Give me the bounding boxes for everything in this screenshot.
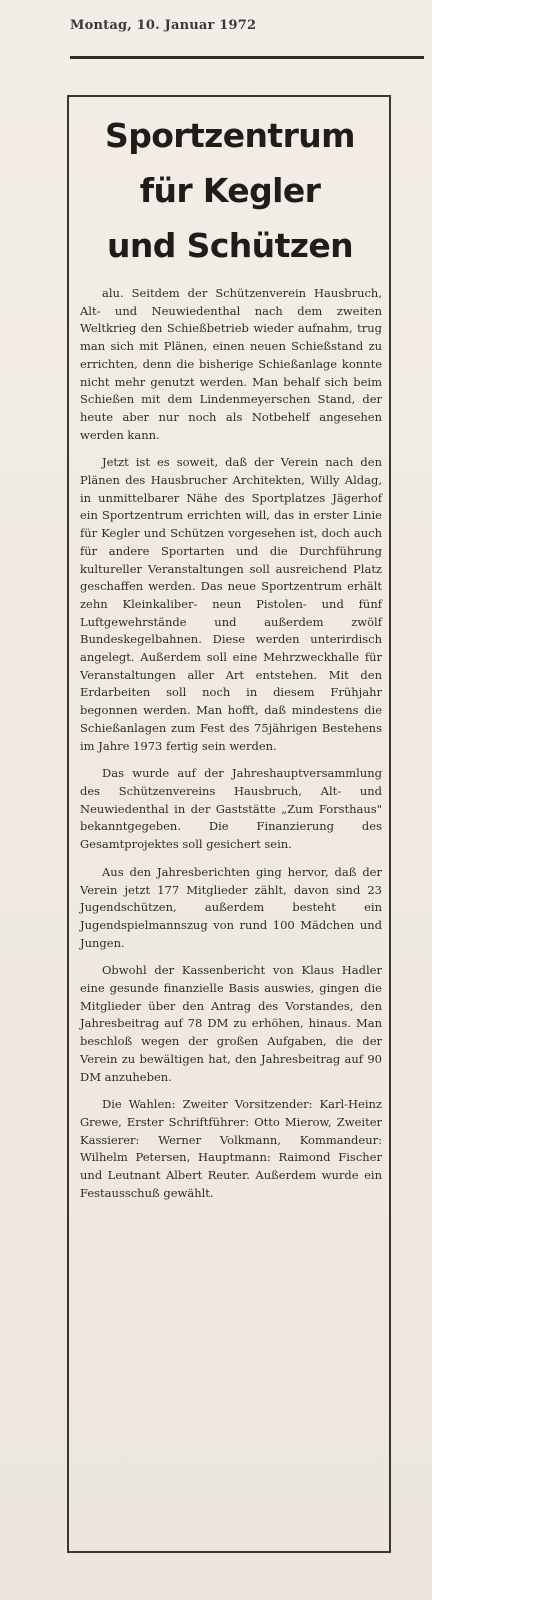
- header-rule: [70, 56, 424, 59]
- headline-line-2: für Kegler: [139, 171, 321, 210]
- paragraph-kassenbericht: Obwohl der Kassenbericht von Klaus Hadler eine gesunde finanzielle Basis auswies, gingen die Mitglieder über den Antrag des Vorstandes, den Jahresbeitrag auf 78 DM zu erhöhen, hinaus. Man beschloß wegen der großen Aufgaben, die der Verein zu bewältigen hat, den Jahresbeitrag auf 90 DM anzuheben.: [80, 963, 382, 1084]
- paragraph-wahlen: Die Wahlen: Zweiter Vorsitzender: Karl-Heinz Grewe, Erster Schriftführer: Otto Mierow, Zweiter Kassierer: Werner Volkmann, Kommandeur: Wilhelm Petersen, Hauptmann: Raimond Fischer und Leutnant Albert Reuter. Außerdem wurde ein Festausschuß gewählt.: [80, 1097, 382, 1200]
- paragraph-jahresberichte: Aus den Jahresberichten ging hervor, daß der Verein jetzt 177 Mitglieder zählt, davon sind 23 Jugendschützen, außerdem besteht ein Jugendspielmannszug von rund 100 Mädchen und Jungen.: [80, 864, 382, 950]
- headline-line-3: und Schützen: [106, 226, 354, 265]
- paragraph-sportzentrum: Jetzt ist es soweit, daß der Verein nach den Plänen des Hausbrucher Architekten, Willy Aldag, in unmittelbarer Nähe des Sportplatzes Jägerhof ein Sportzentrum errichten will, das in erster Linie für Kegler und Schützen vorgesehen ist, doch auch für andere Sportarten und die Durchführung kultureller Veranstaltungen soll ausreichend Platz geschaffen werden. Das neue Sportzentrum erhält zehn Kleinkaliber- neun Pistolen- und fünf Luftgewehrstände und außerdem zwölf Bundeskegelbahnen. Diese werden unterirdisch angelegt. Außerdem soll eine Mehrzweckhalle für Veranstaltungen aller Art entstehen. Mit den Erdarbeiten soll noch in diesem Frühjahr begonnen werden. Man hofft, daß mindestens die Schießanlagen zum Fest des 75jährigen Bestehens im Jahre 1973 fertig sein werden.: [80, 455, 382, 753]
- paragraph-intro: alu. Seitdem der Schützenverein Hausbruch, Alt- und Neuwiedenthal nach dem zweiten Weltkrieg den Schießbetrieb wieder aufnahm, trug man sich mit Plänen, einen neuen Schießstand zu errichten, denn die bisherige Schießanlage konnte nicht mehr genutzt werden. Man behalf sich beim Schießen mit dem Lindenmeyerschen Stand, der heute aber nur noch als Notbehelf angesehen werden kann.: [80, 286, 382, 442]
- scan-margin: [432, 0, 545, 1600]
- article-body: [80, 285, 382, 1212]
- headline-line-1: Sportzentrum: [105, 116, 355, 155]
- article-headline: [70, 108, 390, 273]
- paragraph-jahreshauptversammlung: Das wurde auf der Jahreshauptversammlung des Schützenvereins Hausbruch, Alt- und Neuwiedenthal in der Gaststätte „Zum Forsthaus" bekanntgegeben. Die Finanzierung des Gesamtprojektes soll gesichert sein.: [80, 766, 382, 852]
- issue-date: Montag, 10. Januar 1972: [70, 18, 257, 33]
